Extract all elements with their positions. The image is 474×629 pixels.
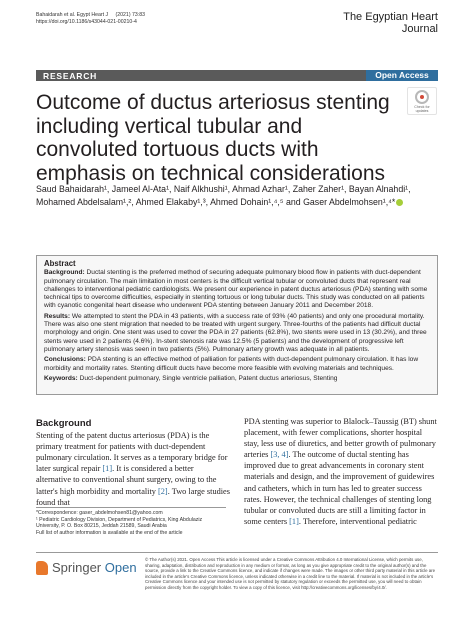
article-type-bar [36,70,438,81]
article-title: Outcome of ductus arteriosus stenting including vertical tubular and convoluted tortuous ducts with emphasis on technical considerations [36,91,390,185]
citation-header [36,12,151,26]
check-updates-text: Check for updates [414,105,430,113]
abstract-background [44,269,430,310]
correspondence-footnote [36,507,226,537]
left-text-3: . Two large studies found that [36,486,230,507]
orcid-icon[interactable] [396,199,403,206]
footer-divider [36,552,438,553]
citation-authors: Bahaidarah et al. Egypt Heart J [36,12,109,18]
open-access-label: Open Access [366,70,438,81]
right-text-1: PDA stenting was superior to Blalock–Taussig (BT) shunt placement, with fewer complications, shorter hospital stay, less use of diuretics, and better growth of pulmonary arteries [244,417,437,460]
citation-year: (2021) 73:83 [115,12,145,18]
authors-line-2 [36,196,436,209]
check-updates-icon [415,90,429,104]
results-text: We attempted to stent the PDA in 43 patients, with a success rate of 93% (40 patients) and only one procedural mortality. There was also one stent migration that needed to be treated with urgent surgery. Three-fourths of the patients had difficult ductal morphology and origin. One stent was used to cover the PDA in 27 patients (62.8%), two stents were used in 13 (30.2%), and three stents were used in 2 patients (4.6%). In-stent stenosis rate was 12.5% (5 patients) and the development of progressive left pulmonary artery stenosis was seen in two patients (5%). Pulmonary artery growth was adequate in all patients. [44,312,427,353]
abstract-box [36,255,438,395]
reference-link[interactable]: [1] [102,464,113,474]
author-info-note: Full list of author information is available at the end of the article [36,530,183,537]
reference-link[interactable]: [2] [158,486,168,496]
springer-horse-icon [36,561,48,575]
body-paragraph-left [36,430,230,508]
journal-name-line1: The Egyptian Heart [343,11,438,23]
publisher-name-open: Open [101,560,137,575]
journal-name-line2: Journal [401,23,438,35]
background-label: Background: [44,269,85,277]
results-label: Results: [44,312,71,320]
journal-name [343,11,438,35]
right-text-3: . Therefore, interventional pediatric [298,516,417,526]
affiliation: ¹ Pediatric Cardiology Division, Department of Pediatrics, King Abdulaziz University, P. O. Box 80215, Jeddah 21589, Saudi Arabia [36,516,203,530]
authors-line-1: Saud Bahaidarah¹, Jameel Al-Ata¹, Naif Alkhushi¹, Ahmad Azhar¹, Zaher Zaher¹, Bayan Alnahdi¹, [36,184,411,194]
authors-line-2-text: Mohamed Abdelsalam¹,², Ahmed Elakaby¹,³, Ahmed Dohain¹,⁴,⁵ and Gaser Abdelmohsen¹,⁴* [36,196,396,207]
research-label: RESEARCH [43,71,98,81]
background-text: Ductal stenting is the preferred method of securing adequate pulmonary blood flow in patients with duct-dependent pulmonary circulation. The main limitation in most centers is the difficult vertical tubular or convoluted ducts that represent real challenges to interventional pediatric cardiologists. We present our experience in patent ductus arteriosus (PDA) stenting with some technical tips to overcome difficulties, especially in stenting tortuous or long tubular ducts. This study was conducted on all patients with cyanotic congenital heart disease who underwent PDA stenting between January 2011 and December 2018. [44,269,428,310]
check-for-updates-badge[interactable] [407,87,437,115]
keywords-text: Duct-dependent pulmonary, Single ventricle palliation, Patent ductus arteriosus, Stenting [79,374,338,382]
doi-link[interactable]: https://doi.org/10.1186/s43044-021-00210-4 [36,19,137,25]
conclusions-label: Conclusions: [44,356,86,364]
author-list [36,183,436,208]
reference-link[interactable]: [3, 4] [270,450,289,460]
background-section-heading: Background [36,418,92,429]
abstract-heading: Abstract [44,259,76,268]
conclusions-text: PDA stenting is an effective method of palliation for patients with duct-dependent pulmonary circulation. It has low morbidity and mortality rates. Stenting difficult ducts have become more feasible with evolving materials and techniques. [44,356,419,372]
keywords-label: Keywords: [44,374,78,382]
publisher-name [52,560,137,575]
license-text: © The Author(s) 2021. Open Access This article is licensed under a Creative Commons Attribution 4.0 International License, which permits use, sharing, adaptation, distribution and reproduction in any medium or format, as long as you give appropriate credit to the original author(s) and the source, provide a link to the Creative Commons licence, and indicate if changes were made. The images or other third party material in this article are included in the article's Creative Commons licence, unless indicated otherwise in a credit line to the material. If material is not included in the article's Creative Commons licence and your intended use is not permitted by statutory regulation or exceeds the permitted use, you will need to obtain permission directly from the copyright holder. To view a copy of this licence, visit http://creativecommons.org/licenses/by/4.0/. [145,557,436,590]
body-column-right [244,416,438,527]
publisher-name-springer: Springer [52,560,102,575]
abstract-results [44,313,430,354]
publisher-logo [36,560,137,575]
body-column-left [36,418,230,508]
body-paragraph-right [244,416,438,527]
left-text-1: Stenting of the patent ductus arteriosus (PDA) is the primary treatment for patients with duct-dependent pulmonary circulation. It serves as a temporary bridge for later surgical repair [36,431,228,474]
correspondence-email: *Correspondence: gaser_abdelmohsen81@yahoo.com [36,510,163,516]
left-text-2: . It is considered a better alternative to conventional shunt surgery, owing to the latter's high morbidity and mortality [36,464,217,496]
abstract-conclusions [44,356,430,373]
reference-link[interactable]: [1] [289,516,299,526]
abstract-keywords [44,375,430,383]
right-text-2: . The outcome of ductal stenting has improved due to great advancements in coronary stent materials and design, and the improvement of guidewires and catheters, which in turn has led to greater success rates. However, the technical challenges of stenting long tubular or convoluted ducts are still a limiting factor in some centers [244,450,435,526]
